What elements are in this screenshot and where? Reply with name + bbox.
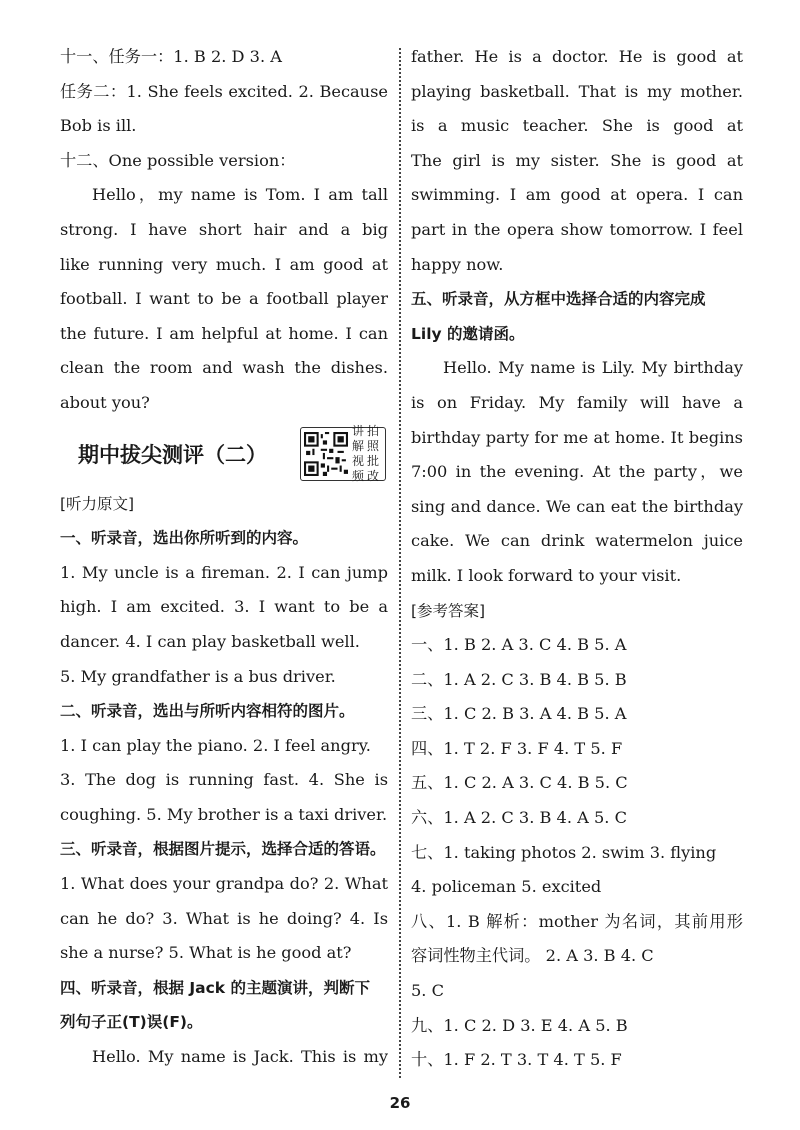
answer-line: 5. C — [411, 981, 444, 1001]
transcript-line: 3. The dog is running fast. 4. She is — [60, 770, 388, 790]
section-header — [60, 423, 388, 487]
answer-line: 4. policeman 5. excited — [411, 877, 602, 897]
transcript-line: sing and dance. We can eat the birthday — [411, 496, 743, 516]
qr-label-char: 视 — [352, 453, 365, 468]
question-heading: 五、听录音，从方框中选择合适的内容完成 — [411, 290, 706, 309]
transcript-line: is a music teacher. She is good at — [411, 116, 743, 136]
section-title: 期中拔尖测评（二） — [78, 442, 267, 467]
essay-line: clean the room and wash the dishes. — [60, 358, 388, 378]
transcript-line: 1. I can play the piano. 2. I feel angry. — [60, 735, 371, 755]
answer-line: 七、1. taking photos 2. swim 3. flying — [411, 842, 717, 862]
transcript-line: cake. We can drink watermelon juice — [411, 531, 743, 551]
question-heading: 四、听录音，根据 Jack 的主题演讲，判断下 — [60, 978, 371, 997]
qr-label-char: 讲 — [352, 423, 365, 438]
question-heading: 二、听录音，选出与所听内容相符的图片。 — [60, 702, 355, 721]
transcript-line: milk. I look forward to your visit. — [411, 565, 682, 585]
transcript-line: Hello. My name is Jack. This is my — [92, 1047, 388, 1067]
essay-line: about you? — [60, 392, 150, 412]
transcript-line: playing basketball. That is my mother. — [411, 81, 743, 101]
question-heading: Lily 的邀请函。 — [411, 324, 525, 343]
transcript-line: she a nurse? 5. What is he good at? — [60, 943, 352, 963]
page-number: 26 — [389, 1094, 411, 1112]
question-heading: 列句子正(T)误(F)。 — [60, 1013, 203, 1032]
transcript-line: dancer. 4. I can play basketball well. — [60, 631, 360, 651]
essay-line: the future. I am helpful at home. I can — [60, 323, 388, 343]
answer-line: 五、1. C 2. A 3. C 4. B 5. C — [411, 773, 628, 793]
essay-line: Hello，my name is Tom. I am tall — [92, 185, 388, 205]
transcript-heading: [听力原文] — [60, 494, 135, 513]
essay-line: like running very much. I am good at — [60, 254, 388, 274]
transcript-line: can he do? 3. What is he doing? 4. Is — [60, 908, 388, 928]
transcript-line: 1. What does your grandpa do? 2. What — [60, 874, 388, 894]
answer-line: 八、1. B 解析：mother 为名词，其前用形 — [411, 911, 743, 931]
answer-line: 容词性物主代词。 2. A 3. B 4. C — [411, 946, 654, 966]
answers-heading: [参考答案] — [411, 601, 486, 620]
transcript-line: high. I am excited. 3. I want to be a — [60, 597, 388, 617]
answer-line: 任务二：1. She feels excited. 2. Because — [60, 81, 388, 101]
transcript-line: 1. My uncle is a fireman. 2. I can jump — [60, 562, 388, 582]
essay-line: football. I want to be a football player — [60, 289, 388, 309]
transcript-line: 5. My grandfather is a bus driver. — [60, 666, 336, 686]
transcript-line: coughing. 5. My brother is a taxi driver. — [60, 804, 388, 824]
answer-line: 四、1. T 2. F 3. F 4. T 5. F — [411, 738, 623, 758]
answer-line: 十一、任务一：1. B 2. D 3. A — [60, 47, 282, 66]
transcript-line: is on Friday. My family will have a — [411, 392, 743, 412]
question-heading: 三、听录音，根据图片提示，选择合适的答语。 — [60, 840, 386, 859]
answer-line: 六、1. A 2. C 3. B 4. A 5. C — [411, 808, 627, 828]
qr-label-char: 改 — [367, 468, 380, 483]
answer-line: Bob is ill. — [60, 116, 137, 136]
answer-line: 二、1. A 2. C 3. B 4. B 5. B — [411, 669, 627, 689]
qr-code-box[interactable] — [300, 423, 386, 483]
transcript-line: birthday party for me at home. It begins — [411, 427, 743, 447]
column-divider — [399, 48, 401, 1078]
transcript-line: swimming. I am good at opera. I can — [411, 185, 743, 205]
qr-label-char: 批 — [367, 453, 380, 468]
question-heading: 一、听录音，选出你所听到的内容。 — [60, 529, 309, 548]
right-column — [411, 40, 743, 1078]
transcript-line: happy now. — [411, 254, 504, 274]
qr-label-char: 频 — [352, 468, 365, 483]
transcript-line: The girl is my sister. She is good at — [411, 150, 743, 170]
qr-code-icon — [304, 432, 348, 476]
qr-label-char: 拍 — [367, 423, 380, 438]
answer-line: 三、1. C 2. B 3. A 4. B 5. A — [411, 704, 627, 724]
transcript-line: part in the opera show tomorrow. I feel — [411, 219, 743, 239]
qr-label-char: 解 — [352, 438, 365, 453]
transcript-line: father. He is a doctor. He is good at — [411, 47, 743, 66]
answer-line: 一、1. B 2. A 3. C 4. B 5. A — [411, 635, 627, 655]
answer-line: 九、1. C 2. D 3. E 4. A 5. B — [411, 1015, 628, 1035]
transcript-line: Hello. My name is Lily. My birthday — [443, 358, 743, 378]
essay-line: strong. I have short hair and a big — [60, 219, 388, 239]
left-column — [60, 40, 388, 1075]
answer-line: 十二、One possible version： — [60, 150, 296, 170]
transcript-line: 7:00 in the evening. At the party，we — [411, 462, 743, 482]
answer-line: 十、1. F 2. T 3. T 4. T 5. F — [411, 1050, 622, 1070]
qr-label-char: 照 — [367, 438, 380, 453]
